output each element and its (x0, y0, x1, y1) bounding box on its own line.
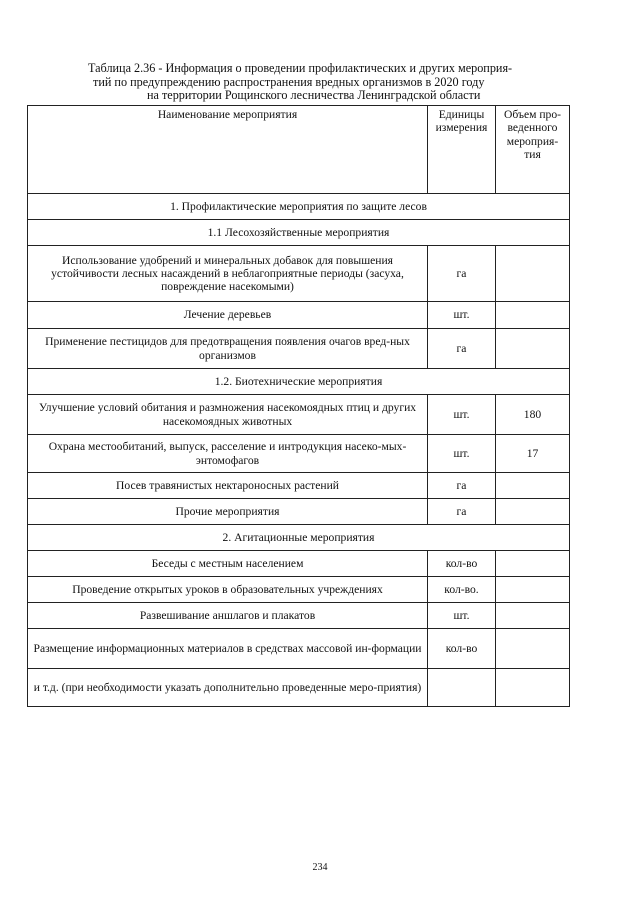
page-number: 234 (312, 862, 328, 873)
table-row (28, 577, 570, 603)
row-unit: шт. (428, 395, 496, 435)
row-volume (496, 329, 570, 369)
table-row (28, 395, 570, 435)
row-name: Размещение информационных материалов в средствах массовой ин-формации (28, 629, 428, 669)
row-unit: га (428, 329, 496, 369)
section-row (28, 369, 570, 395)
section-title: 1. Профилактические мероприятия по защите лесов (28, 194, 570, 220)
row-volume (496, 499, 570, 525)
section-row (28, 194, 570, 220)
row-unit: кол-во. (428, 577, 496, 603)
table-row (28, 435, 570, 473)
row-unit: шт. (428, 603, 496, 629)
row-name: Посев травянистых нектароносных растений (28, 473, 428, 499)
row-name: Прочие мероприятия (28, 499, 428, 525)
table-row (28, 473, 570, 499)
row-name: Улучшение условий обитания и размножения насекомоядных птиц и других насекомоядных животных (28, 395, 428, 435)
row-volume: 17 (496, 435, 570, 473)
row-name: Беседы с местным населением (28, 551, 428, 577)
row-volume (496, 669, 570, 707)
row-unit: шт. (428, 435, 496, 473)
row-unit: га (428, 473, 496, 499)
row-volume (496, 551, 570, 577)
row-name: Развешивание аншлагов и плакатов (28, 603, 428, 629)
row-volume (496, 246, 570, 302)
caption-line-1: Таблица 2.36 - Информация о проведении профилактических и других мероприя- (88, 61, 513, 75)
row-volume (496, 603, 570, 629)
header-volume: Объем про-веденного мероприя-тия (496, 106, 570, 194)
header-unit: Единицы измерения (428, 106, 496, 194)
row-unit: га (428, 246, 496, 302)
caption-line-2: тий по предупреждению распространения вредных организмов в 2020 году (93, 74, 485, 89)
section-title: 1.1 Лесохозяйственные мероприятия (28, 220, 570, 246)
row-unit (428, 669, 496, 707)
row-unit: кол-во (428, 629, 496, 669)
row-volume (496, 473, 570, 499)
table-row (28, 499, 570, 525)
caption-line-3: на территории Рощинского лесничества Ленинградской области (147, 88, 481, 103)
section-row (28, 525, 570, 551)
measures-table (27, 105, 570, 707)
row-name: Лечение деревьев (28, 302, 428, 329)
table-row (28, 669, 570, 707)
section-row (28, 220, 570, 246)
row-name: Охрана местообитаний, выпуск, расселение и интродукция насеко-мых-энтомофагов (28, 435, 428, 473)
table-row (28, 551, 570, 577)
row-volume (496, 302, 570, 329)
header-name: Наименование мероприятия (28, 106, 428, 194)
table-row (28, 246, 570, 302)
row-volume: 180 (496, 395, 570, 435)
row-name: Применение пестицидов для предотвращения появления очагов вред-ных организмов (28, 329, 428, 369)
row-unit: кол-во (428, 551, 496, 577)
row-name: и т.д. (при необходимости указать дополнительно проведенные меро-приятия) (28, 669, 428, 707)
row-name: Использование удобрений и минеральных добавок для повышения устойчивости лесных насаждений в неблагоприятные периоды (засуха, повреждение насекомыми) (28, 246, 428, 302)
row-unit: шт. (428, 302, 496, 329)
section-title: 1.2. Биотехнические мероприятия (28, 369, 570, 395)
table-header-row (28, 106, 570, 194)
row-unit: га (428, 499, 496, 525)
table-row (28, 629, 570, 669)
row-volume (496, 577, 570, 603)
section-title: 2. Агитационные мероприятия (28, 525, 570, 551)
table-caption (60, 62, 590, 103)
table-row (28, 329, 570, 369)
row-volume (496, 629, 570, 669)
row-name: Проведение открытых уроков в образовательных учреждениях (28, 577, 428, 603)
table-row (28, 603, 570, 629)
table-row (28, 302, 570, 329)
